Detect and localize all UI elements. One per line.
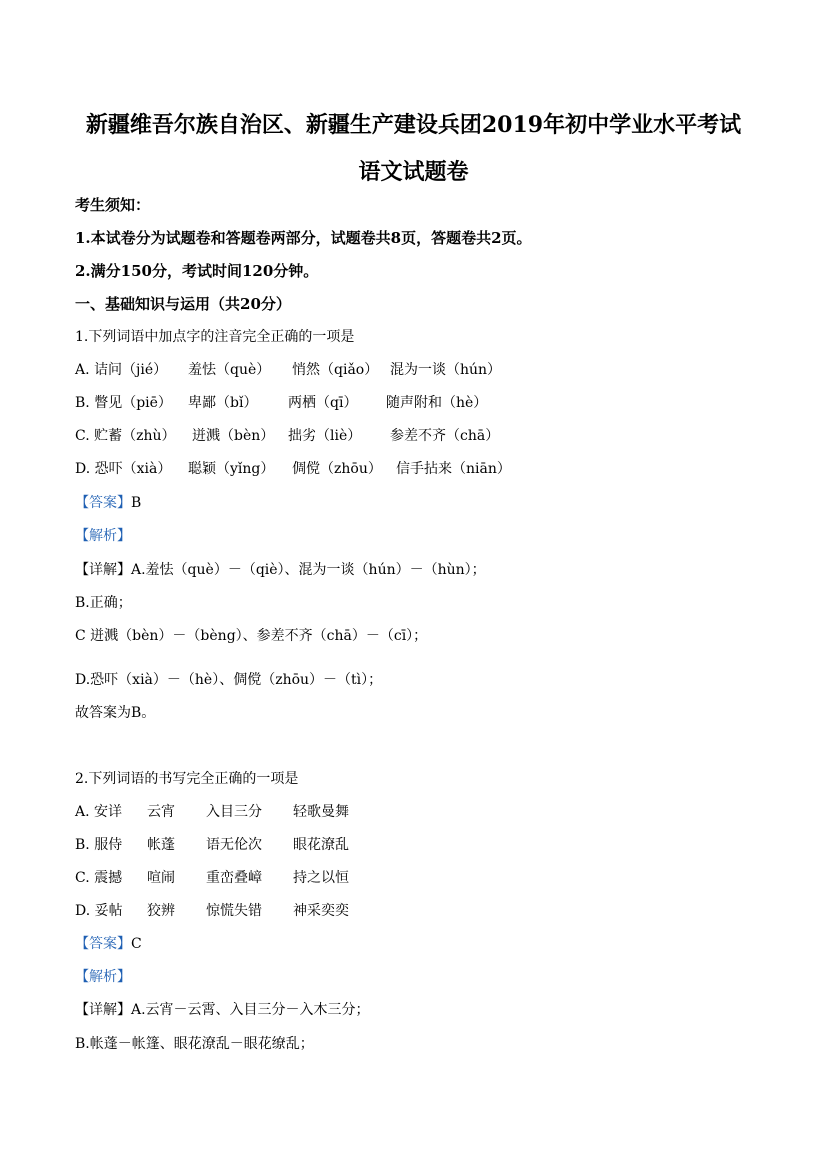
question-1-option-c xyxy=(75,427,775,445)
option-cell: 羞怯（què） xyxy=(188,362,271,378)
question-1-detail-4: D.恐吓（xià）－（hè）、倜傥（zhōu）－（tì）； xyxy=(75,672,383,688)
option-cell: 聪颖（yǐng） xyxy=(188,461,275,477)
answer-value: B xyxy=(131,495,142,511)
option-cell: 两栖（qī） xyxy=(288,395,358,411)
document-title: 新疆维吾尔族自治区、新疆生产建设兵团2019年初中学业水平考试 xyxy=(85,112,742,138)
option-cell: 倜傥（zhōu） xyxy=(292,461,382,477)
option-cell: 神采奕奕 xyxy=(293,903,349,919)
option-cell: 云宵 xyxy=(147,804,175,820)
option-cell: C. 震撼 xyxy=(75,870,123,886)
option-cell: A. 诘问（jié） xyxy=(75,362,168,378)
option-cell: C. 贮蓄（zhù） xyxy=(75,428,176,444)
option-cell: 重峦叠嶂 xyxy=(206,870,262,886)
option-cell: D. 恐吓（xià） xyxy=(75,461,172,477)
option-cell: 信手拈来（niān） xyxy=(396,461,511,477)
question-2-detail-2: B.帐蓬－帐篷、眼花潦乱－眼花缭乱； xyxy=(75,1036,314,1052)
answer-tag: 【答案】 xyxy=(75,495,131,511)
question-2-option-a xyxy=(75,803,775,821)
option-cell: A. 安详 xyxy=(75,804,123,820)
question-1-detail-3: C 迸溅（bèn）－（bèng）、参差不齐（chā）－（cī）； xyxy=(75,628,428,644)
question-1-option-d xyxy=(75,460,775,478)
notice-item-2: 2.满分150分，考试时间120分钟。 xyxy=(75,262,319,280)
option-cell: 帐蓬 xyxy=(147,837,175,853)
question-2-analysis-tag: 【解析】 xyxy=(75,969,131,985)
option-cell: 拙劣（liè） xyxy=(288,428,362,444)
option-cell: 随声附和（hè） xyxy=(386,395,488,411)
question-2-stem: 2.下列词语的书写完全正确的一项是 xyxy=(75,771,299,787)
option-cell: 迸溅（bèn） xyxy=(192,428,275,444)
question-2-answer xyxy=(75,935,142,953)
option-cell: 持之以恒 xyxy=(293,870,349,886)
question-1-option-b xyxy=(75,394,775,412)
question-1-analysis-tag: 【解析】 xyxy=(75,528,131,544)
question-2-option-b xyxy=(75,836,775,854)
option-cell: 喧闹 xyxy=(147,870,175,886)
question-1-stem: 1.下列词语中加点字的注音完全正确的一项是 xyxy=(75,329,355,345)
option-cell: 惊慌失错 xyxy=(206,903,262,919)
question-2-detail-1: 【详解】A.云宵－云霄、入目三分－入木三分； xyxy=(75,1002,370,1018)
option-cell: 卑鄙（bǐ） xyxy=(188,395,258,411)
question-1-option-a xyxy=(75,361,775,379)
option-cell: 狡辨 xyxy=(147,903,175,919)
question-2-option-d xyxy=(75,902,775,920)
question-2-option-c xyxy=(75,869,775,887)
answer-value: C xyxy=(131,936,142,952)
option-cell: 混为一谈（hún） xyxy=(390,362,502,378)
option-cell: 语无伦次 xyxy=(206,837,262,853)
option-cell: B. 瞥见（piē） xyxy=(75,395,172,411)
option-cell: 轻歌曼舞 xyxy=(293,804,349,820)
answer-tag: 【答案】 xyxy=(75,936,131,952)
question-1-detail-5: 故答案为B。 xyxy=(75,705,156,721)
option-cell: 入目三分 xyxy=(206,804,262,820)
question-1-answer xyxy=(75,494,141,512)
section-heading: 一、基础知识与运用（共20分） xyxy=(75,295,291,313)
option-cell: 眼花潦乱 xyxy=(293,837,349,853)
document-subtitle: 语文试题卷 xyxy=(358,159,469,185)
option-cell: 悄然（qiǎo） xyxy=(292,362,379,378)
notice-heading: 考生须知： xyxy=(75,196,151,214)
option-cell: D. 妥帖 xyxy=(75,903,123,919)
question-1-detail-1: 【详解】A.羞怯（què）－（qiè）、混为一谈（hún）－（hùn）； xyxy=(75,562,486,578)
question-1-detail-2: B.正确； xyxy=(75,595,132,611)
option-cell: B. 服侍 xyxy=(75,837,123,853)
option-cell: 参差不齐（chā） xyxy=(390,428,500,444)
notice-item-1: 1.本试卷分为试题卷和答题卷两部分，试题卷共8页，答题卷共2页。 xyxy=(75,229,532,247)
